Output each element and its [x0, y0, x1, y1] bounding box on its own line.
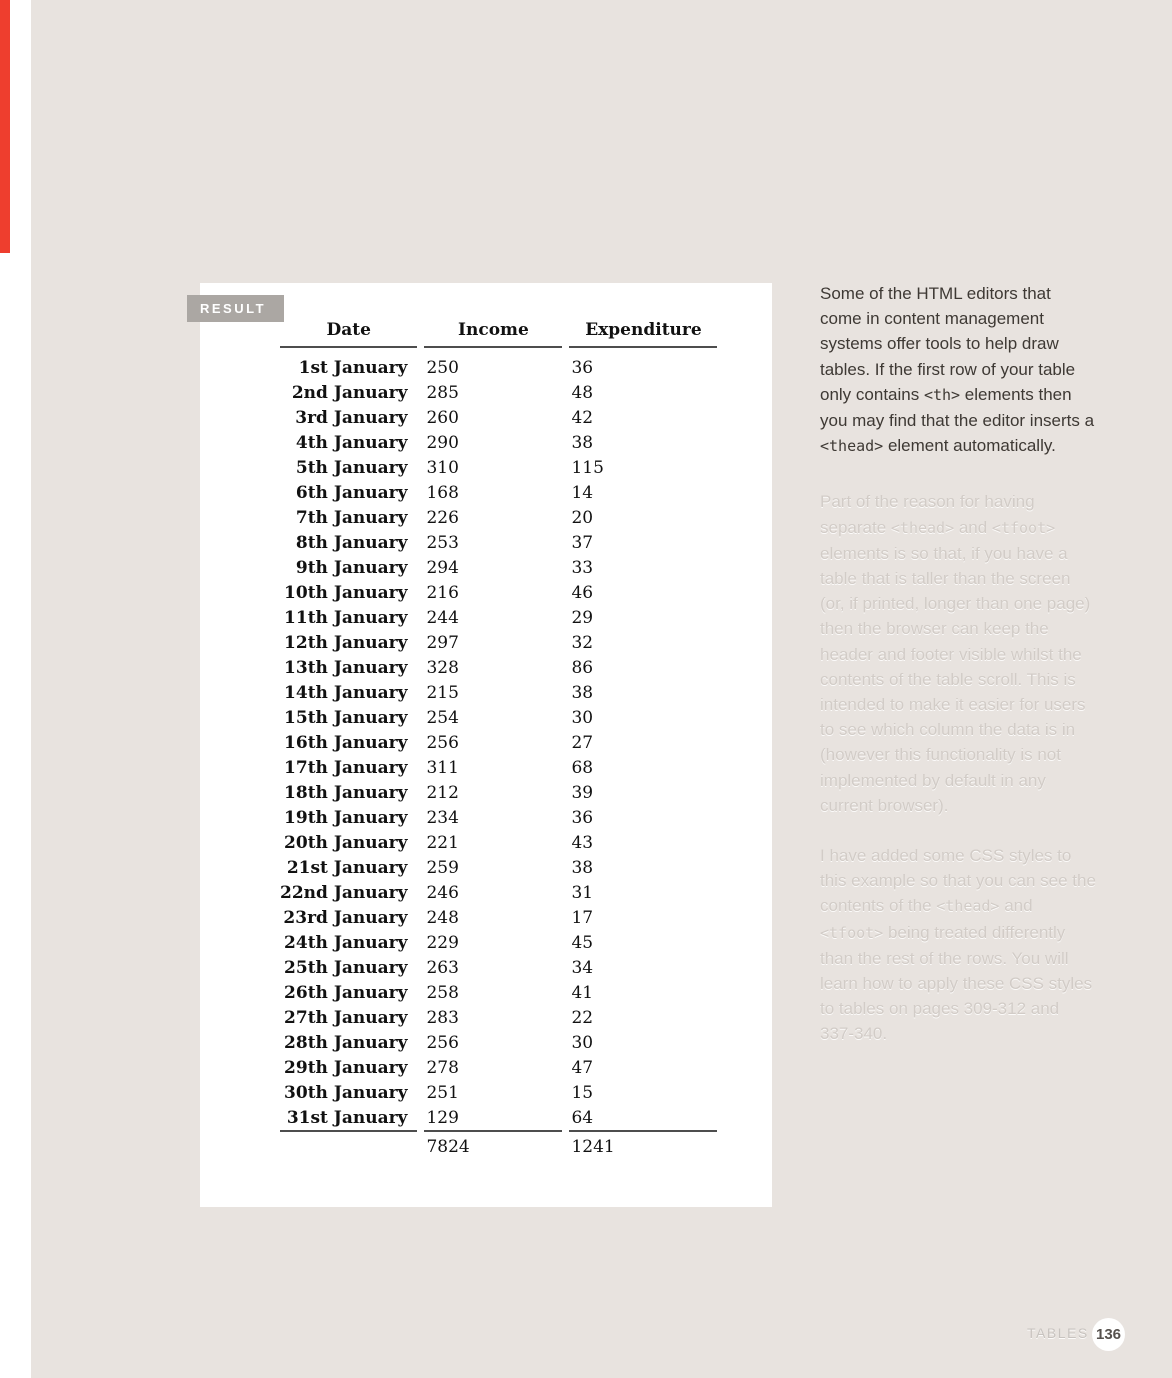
- expenditure-cell: 36: [571, 807, 594, 828]
- expenditure-cell: 33: [571, 557, 594, 578]
- inline-code: <th>: [923, 385, 961, 404]
- sidebar-notes: [820, 281, 1096, 1072]
- income-cell: 212: [426, 782, 459, 803]
- income-cell: 328: [426, 657, 459, 678]
- expenditure-cell: 14: [571, 482, 594, 503]
- income-cell: 278: [426, 1057, 459, 1078]
- income-cell: 129: [426, 1107, 459, 1128]
- income-cell: 234: [426, 807, 459, 828]
- date-cell: 18th January: [284, 782, 408, 803]
- note-paragraph-css-styles: [820, 843, 1096, 1047]
- income-cell: 248: [426, 907, 459, 928]
- expenditure-cell: 30: [571, 1032, 594, 1053]
- income-expenditure-table: [273, 320, 724, 1157]
- chapter-title: TABLES: [1027, 1325, 1089, 1341]
- table-row: [280, 1105, 717, 1130]
- expenditure-cell: 38: [571, 682, 594, 703]
- date-cell: 23rd January: [283, 907, 408, 928]
- table-row: [280, 930, 717, 955]
- column-header-income: Income: [424, 320, 562, 348]
- inline-text: elements then you may find that the editor inserts a: [820, 384, 1095, 431]
- date-cell: 31st January: [286, 1107, 408, 1128]
- table-row: [280, 780, 717, 805]
- expenditure-cell: 64: [571, 1107, 594, 1128]
- table-row: [280, 655, 717, 680]
- expenditure-cell: 46: [571, 582, 594, 603]
- inline-code: <tfoot>: [991, 518, 1056, 537]
- date-cell: 21st January: [286, 857, 408, 878]
- expenditure-cell: 32: [571, 632, 594, 653]
- date-cell: 22nd January: [280, 882, 408, 903]
- income-cell: 311: [426, 757, 459, 778]
- date-cell: 28th January: [284, 1032, 408, 1053]
- note-paragraph-thead-tfoot: [820, 489, 1096, 818]
- inline-text: Some of the HTML editors that come in content management systems offer tools to help draw tables. If the first row of your table only contains: [820, 284, 1076, 404]
- income-cell: 294: [426, 557, 459, 578]
- date-cell: 7th January: [295, 507, 408, 528]
- income-cell: 285: [426, 382, 459, 403]
- income-cell: 246: [426, 882, 459, 903]
- expenditure-cell: 29: [571, 607, 594, 628]
- totals-empty-cell: [280, 1130, 417, 1157]
- date-cell: 14th January: [284, 682, 408, 703]
- inline-text: I have added some CSS styles to this example so that you can see the contents of the: [820, 846, 1096, 916]
- table-row: [280, 1055, 717, 1080]
- date-cell: 1st January: [298, 357, 408, 378]
- expenditure-cell: 115: [571, 457, 604, 478]
- inline-text: element automatically.: [883, 436, 1056, 456]
- date-cell: 4th January: [295, 432, 408, 453]
- table-row: [280, 880, 717, 905]
- expenditure-cell: 36: [571, 357, 594, 378]
- table-head: [280, 320, 717, 348]
- date-cell: 15th January: [284, 707, 408, 728]
- expenditure-cell: 22: [571, 1007, 594, 1028]
- table-row: [280, 505, 717, 530]
- date-cell: 20th January: [284, 832, 408, 853]
- table-foot: [280, 1130, 717, 1157]
- expenditure-cell: 68: [571, 757, 594, 778]
- income-cell: 250: [426, 357, 459, 378]
- income-cell: 263: [426, 957, 459, 978]
- result-label: RESULT: [187, 295, 284, 322]
- inline-text: elements is so that, if you have a table that is taller than the screen (or, if printed, longer than one page) then the browser can keep the header and footer visible whilst the contents of the table scroll. This is intended to make it easier for users to see which column the data is in (however this functionality is not implemented by default in any current browser).: [820, 543, 1091, 815]
- date-cell: 17th January: [284, 757, 408, 778]
- income-cell: 229: [426, 932, 459, 953]
- income-cell: 310: [426, 457, 459, 478]
- table-row: [280, 755, 717, 780]
- expenditure-cell: 45: [571, 932, 594, 953]
- expenditure-cell: 38: [571, 857, 594, 878]
- expenditure-cell: 38: [571, 432, 594, 453]
- expenditure-cell: 42: [571, 407, 594, 428]
- date-cell: 24th January: [284, 932, 408, 953]
- date-cell: 6th January: [295, 482, 408, 503]
- income-cell: 254: [426, 707, 459, 728]
- date-cell: 19th January: [284, 807, 408, 828]
- table-row: [280, 855, 717, 880]
- expenditure-cell: 34: [571, 957, 594, 978]
- date-cell: 2nd January: [291, 382, 408, 403]
- table-row: [280, 1030, 717, 1055]
- income-cell: 258: [426, 982, 459, 1003]
- inline-code: <thead>: [820, 437, 884, 456]
- income-cell: 259: [426, 857, 459, 878]
- expenditure-cell: 27: [571, 732, 594, 753]
- table-row: [280, 955, 717, 980]
- table-row: [280, 805, 717, 830]
- expenditure-cell: 86: [571, 657, 594, 678]
- income-cell: 260: [426, 407, 459, 428]
- expenditure-cell: 48: [571, 382, 594, 403]
- expenditure-cell: 37: [571, 532, 594, 553]
- inline-code: <tfoot>: [820, 923, 884, 942]
- table-row: [280, 380, 717, 405]
- income-cell: 215: [426, 682, 459, 703]
- income-cell: 221: [426, 832, 459, 853]
- date-cell: 12th January: [284, 632, 408, 653]
- income-cell: 253: [426, 532, 459, 553]
- date-cell: 3rd January: [295, 407, 408, 428]
- inline-code: <thead>: [890, 518, 955, 537]
- inline-text: and: [999, 896, 1033, 916]
- income-cell: 283: [426, 1007, 459, 1028]
- note-paragraph-intro: [820, 281, 1096, 459]
- date-cell: 29th January: [284, 1057, 408, 1078]
- income-cell: 297: [426, 632, 459, 653]
- table-row: [280, 630, 717, 655]
- table-row: [280, 680, 717, 705]
- table-row: [280, 980, 717, 1005]
- table-row: [280, 705, 717, 730]
- date-cell: 25th January: [284, 957, 408, 978]
- totals-row: [280, 1130, 717, 1157]
- table-body: [280, 348, 717, 1130]
- expenditure-cell: 15: [571, 1082, 594, 1103]
- income-cell: 226: [426, 507, 459, 528]
- income-cell: 290: [426, 432, 459, 453]
- table-row: [280, 555, 717, 580]
- table-row: [280, 455, 717, 480]
- inline-text: Part of the reason for having separate: [820, 492, 1035, 537]
- chapter-color-tab: [0, 0, 10, 253]
- table-row: [280, 830, 717, 855]
- expenditure-cell: 47: [571, 1057, 594, 1078]
- table-row: [280, 530, 717, 555]
- expenditure-cell: 30: [571, 707, 594, 728]
- table-row: [280, 480, 717, 505]
- income-cell: 256: [426, 1032, 459, 1053]
- table-row: [280, 1005, 717, 1030]
- table-row: [280, 905, 717, 930]
- page-number-badge: 136: [1092, 1318, 1125, 1351]
- column-header-date: Date: [280, 320, 417, 348]
- date-cell: 26th January: [284, 982, 408, 1003]
- date-cell: 30th January: [284, 1082, 408, 1103]
- income-cell: 256: [426, 732, 459, 753]
- date-cell: 8th January: [295, 532, 408, 553]
- date-cell: 13th January: [284, 657, 408, 678]
- date-cell: 9th January: [295, 557, 408, 578]
- expenditure-cell: 20: [571, 507, 594, 528]
- date-cell: 5th January: [295, 457, 408, 478]
- expenditure-total: 1241: [569, 1130, 717, 1157]
- table-row: [280, 580, 717, 605]
- table-row: [280, 605, 717, 630]
- inline-text: being treated differently than the rest of the rows. You will learn how to apply these CSS styles to tables on pages 309-312 and 337-340.: [820, 922, 1093, 1044]
- date-cell: 27th January: [284, 1007, 408, 1028]
- inline-text: and: [954, 517, 992, 537]
- inline-code: <thead>: [936, 897, 1000, 916]
- expenditure-cell: 39: [571, 782, 594, 803]
- income-total: 7824: [424, 1130, 562, 1157]
- expenditure-cell: 17: [571, 907, 594, 928]
- table-row: [280, 430, 717, 455]
- table-row: [280, 405, 717, 430]
- date-cell: 16th January: [284, 732, 408, 753]
- expenditure-cell: 31: [571, 882, 594, 903]
- income-cell: 244: [426, 607, 459, 628]
- income-cell: 168: [426, 482, 459, 503]
- date-cell: 11th January: [284, 607, 408, 628]
- table-row: [280, 730, 717, 755]
- expenditure-cell: 43: [571, 832, 594, 853]
- income-cell: 251: [426, 1082, 459, 1103]
- income-cell: 216: [426, 582, 459, 603]
- date-cell: 10th January: [284, 582, 408, 603]
- expenditure-cell: 41: [571, 982, 594, 1003]
- column-header-expenditure: Expenditure: [569, 320, 717, 348]
- table-row: [280, 1080, 717, 1105]
- table-row: [280, 348, 717, 380]
